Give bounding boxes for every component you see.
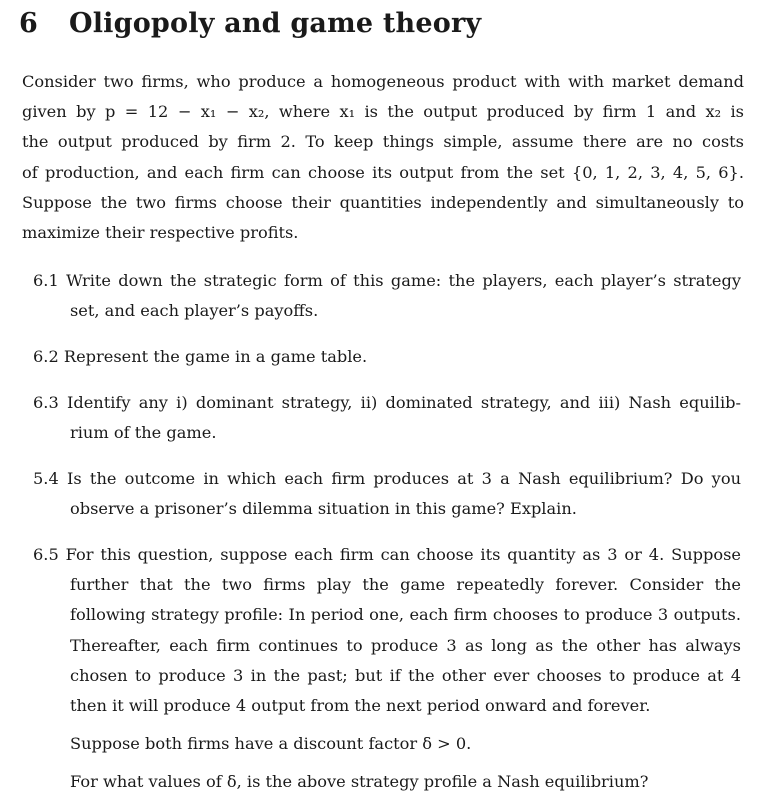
- question-text: Represent the game in a game table.: [63, 347, 368, 366]
- intro-line: Suppose the two firms choose their quantities independently and simultaneously to: [22, 192, 744, 212]
- question-number: 6.2: [33, 347, 59, 366]
- question-line: following strategy profile: In period one, each firm chooses to produce 3 outputs.: [70, 605, 741, 625]
- question-line: observe a prisoner’s dilemma situation in this game? Explain.: [70, 499, 577, 519]
- question-first-line: [33, 388, 741, 418]
- question-6-3: [33, 388, 741, 448]
- question-first-line: [33, 540, 741, 570]
- question-line: chosen to produce 3 in the past; but if the other ever chooses to produce at 4: [70, 665, 741, 685]
- question-paragraph: For what values of δ, is the above strategy profile a Nash equilibrium?: [70, 772, 649, 792]
- question-first-line: [33, 342, 741, 372]
- question-line: then it will produce 4 output from the next period onward and forever.: [70, 696, 651, 716]
- question-first-line: [33, 464, 741, 494]
- question-6-2: [33, 342, 741, 372]
- intro-line: Consider two firms, who produce a homogeneous product with with market demand: [22, 72, 744, 91]
- question-paragraph: Suppose both firms have a discount factor δ > 0.: [70, 734, 472, 754]
- intro-line: given by p = 12 − x₁ − x₂, where x₁ is the output produced by firm 1 and x₂ is: [22, 102, 744, 122]
- intro-line: of production, and each firm can choose its output from the set {0, 1, 2, 3, 4, 5, 6}.: [22, 162, 744, 182]
- question-line: Thereafter, each firm continues to produce 3 as long as the other has always: [70, 635, 741, 655]
- section-number: 6: [19, 8, 38, 39]
- question-text: Identify any i) dominant strategy, ii) dominated strategy, and iii) Nash equilib-: [66, 393, 741, 412]
- section-title: Oligopoly and game theory: [69, 8, 482, 39]
- question-number: 6.1: [33, 271, 59, 290]
- question-first-line: [33, 266, 741, 296]
- question-6-1: [33, 266, 741, 326]
- intro-line: maximize their respective profits.: [22, 223, 299, 243]
- question-number: 6.3: [33, 393, 59, 412]
- section-heading: [19, 8, 481, 39]
- question-number: 6.5: [33, 545, 59, 564]
- question-text: Is the outcome in which each firm produces at 3 a Nash equilibrium? Do you: [67, 469, 741, 488]
- question-text: Write down the strategic form of this game: the players, each player’s strategy: [66, 271, 741, 290]
- question-line: rium of the game.: [70, 423, 217, 443]
- question-text: For this question, suppose each firm can choose its quantity as 3 or 4. Suppose: [65, 545, 742, 564]
- question-5-4: [33, 464, 741, 524]
- question-line: set, and each player’s payoffs.: [70, 301, 319, 321]
- intro-line: the output produced by firm 2. To keep things simple, assume there are no costs: [22, 132, 744, 152]
- intro-paragraph: [22, 67, 744, 248]
- question-6-5: [33, 540, 741, 798]
- question-number: 5.4: [33, 469, 59, 488]
- question-line: further that the two firms play the game repeatedly forever. Consider the: [70, 575, 741, 595]
